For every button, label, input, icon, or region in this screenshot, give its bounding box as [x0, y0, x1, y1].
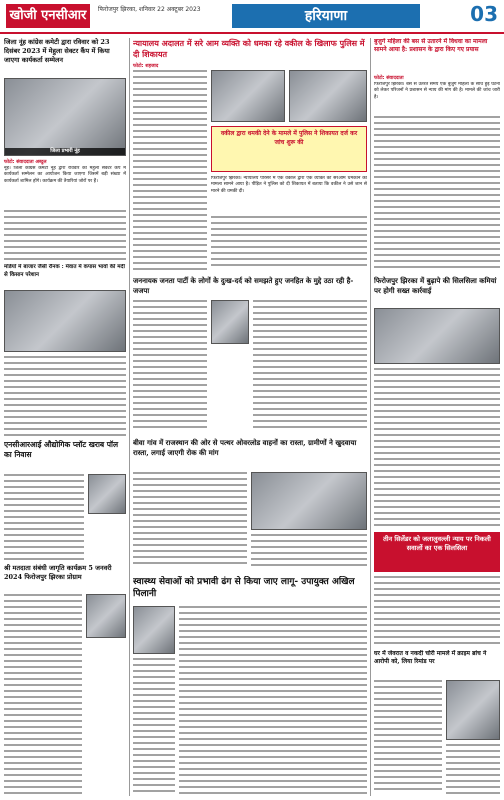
article-text-lines [211, 216, 367, 270]
headline-congress-meeting: जिला नूंह कांग्रेस कमेटी द्वारा रविवार को 23 दिसंबर 2023 में मेहुला सेक्टर कैंप में किया जाएगा कार्यकर्ता सम्मेलन [4, 38, 110, 64]
headline-elderly-woman: बुजुर्ग महिला की बस से उतारने में विधवा का मामला सामने आया है: प्रशासन के द्वारा किए गए प्रयास [374, 38, 488, 53]
highlight-callout: वकील द्वारा धमकी देने के मामले में पुलिस ने शिकायत दर्ज कर जांच शुरू की [211, 126, 367, 172]
photo-lawyer [289, 70, 367, 122]
article-text-lines [4, 594, 82, 794]
headline-firozpur-pension: फिरोजपुर झिरका में बुढ़ापे की सिलसिला कमियां पर होगी सख्त कार्रवाई [374, 276, 497, 295]
photo-official [86, 594, 126, 638]
page-number: 03 [470, 2, 498, 26]
article-text-lines [251, 534, 367, 568]
headline-biwa-village: बीवा गांव में राजस्थान की ओर से पत्थर ओवरलोड वाहनों का रास्ता, ग्रामीणों ने खुदवाया रास्ता, लगाई जाएगी रोक की मांग [133, 438, 357, 457]
headline-jjp: जननायक जनता पार्टी के लोगों के दुःख-दर्द को समझते हुए जनहित के मुद्दे उठा रही है-जजपा [133, 276, 354, 295]
photo-congress-leader [4, 78, 126, 156]
photo-jjp-leader [211, 300, 249, 344]
article-text-lines [4, 210, 126, 260]
article-text-lines [446, 744, 500, 794]
newspaper-name: खोजी एनसीआर [6, 4, 90, 28]
center-column [133, 38, 367, 796]
photo-village-road [251, 472, 367, 530]
headline-cylinder: तीन सिलेंडर को जलालुवल्ली न्याय पर निकली सवालों का एक सिलसिला [374, 532, 500, 572]
article-text-lines [374, 116, 500, 272]
photo-officials-meeting [374, 308, 500, 364]
byline: फोटो: शहजाद [133, 64, 159, 69]
headline-theft-case: घर में जेवरात व नकदी चोरी मामले में क्राइम ब्रांच ने आरोपी को, लिया रिमांड पर [374, 650, 487, 665]
headline-voter-awareness: श्री मतदाता संबंधी जागृति कार्यक्रम 5 जनवरी 2024 फिरोजपुर झिरका प्रोग्राम [4, 564, 112, 581]
article-text-lines [133, 472, 247, 568]
masthead [0, 0, 504, 34]
article-text-lines [133, 300, 207, 430]
article-body: नूंह। जिला कांग्रेस कमेटी नूंह द्वारा रविवार को मेहुला सेक्टर कैंप में कार्यकर्ता सम्मेलन का आयोजन किया जाएगा जिसमें बड़ी संख्या में कार्यकर्ता शामिल होंगे। कार्यक्रम की तैयारियां जोरों पर हैं। [4, 166, 126, 184]
article-text-lines [179, 606, 367, 794]
right-column [374, 38, 500, 796]
column-divider [129, 38, 130, 796]
issue-date: फिरोजपुर झिरका, शनिवार 22 अक्टूबर 2023 [98, 6, 201, 13]
article-text-lines [133, 70, 207, 270]
left-column [4, 38, 126, 796]
photo-caption: जिला प्रभारी नूंह [5, 148, 125, 155]
photo-accused [446, 680, 500, 740]
photo-complainant [211, 70, 285, 122]
article-text-lines [374, 368, 500, 528]
section-title: हरियाणा [232, 4, 420, 28]
byline: फोटो: संवाददाता अब्दुल [4, 160, 47, 165]
headline-health-services: स्वास्थ्य सेवाओं को प्रभावी ढंग से किया जाए लागू- उपायुक्त अखिल पिलानी [133, 577, 355, 599]
article-text-lines [253, 300, 367, 430]
photo-portrait [88, 474, 126, 514]
headline-lawyer-complaint: न्यायालय अदालत में सरे आम व्यक्ति को धमका रहे वकील के खिलाफ पुलिस में दी शिकायत [133, 38, 365, 59]
photo-deputy-commissioner [133, 606, 175, 654]
article-text-lines [4, 356, 126, 436]
article-text-lines [374, 576, 500, 646]
article-body: फिरोजपुर झिरका। न्यायालय परिसर में एक वकील द्वारा एक व्यक्ति को सरेआम धमकाने का मामला सामने आया है। पीड़ित ने पुलिस को दी शिकायत में बताया कि वकील ने उसे जान से मारने की धमकी दी। [211, 176, 367, 194]
photo-market [4, 290, 126, 352]
headline-market: मंडियों में बाजार जैसी रौनक : मेवात में कपास भावों की मंदी से किसान परेशान [4, 264, 125, 278]
headline-industrial-plot: एनसीआरआई औद्योगिक प्लॉट खराब पॉल का निवास [4, 440, 119, 459]
article-text-lines [374, 680, 442, 794]
byline: फोटो: संवाददाता [374, 76, 404, 81]
column-divider [370, 38, 371, 796]
article-body: फिरोजपुर झिरका। बस से उतरते समय एक बुजुर्ग महिला के साथ हुई घटना को लेकर परिजनों ने प्रशासन से न्याय की मांग की है। मामले की जांच जारी है। [374, 82, 500, 100]
article-text-lines [133, 658, 175, 794]
article-text-lines [4, 474, 84, 560]
